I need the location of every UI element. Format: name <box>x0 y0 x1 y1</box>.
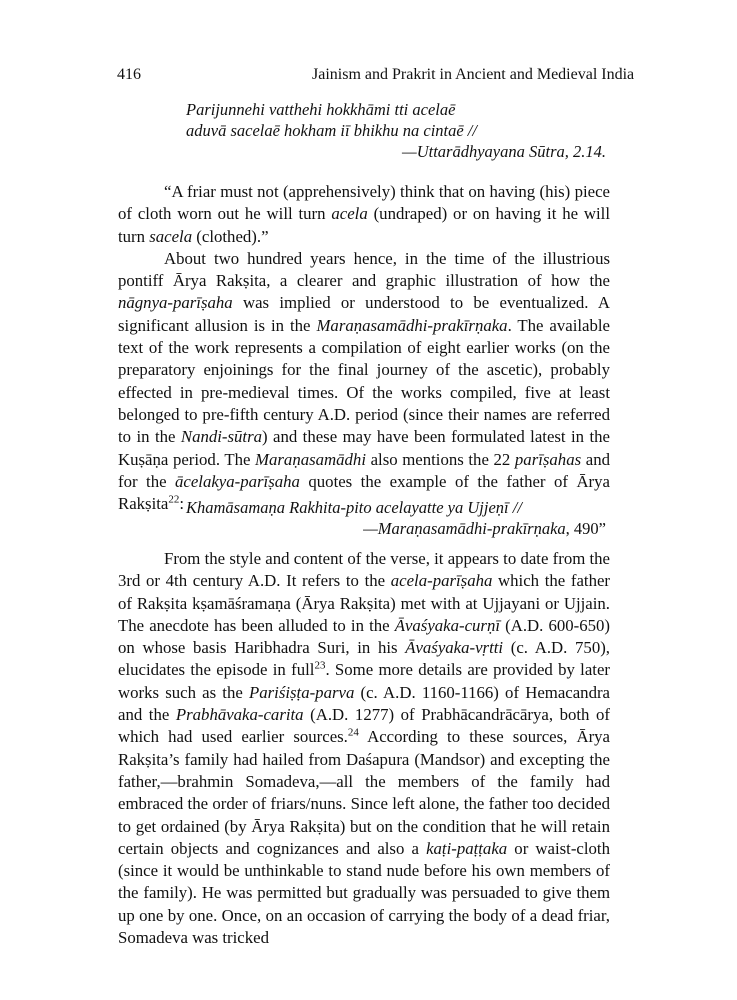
italic-term: Āvaśyaka-curṇī <box>394 615 501 635</box>
body-text-lower <box>118 548 610 949</box>
italic-term: kaṭi-paṭṭaka <box>426 838 508 858</box>
italic-term: acela <box>331 204 368 224</box>
italic-term: Pariśiṣṭa-parva <box>248 682 355 702</box>
italic-term: Āvaśyaka-vṛtti <box>405 638 504 658</box>
running-title: Jainism and Prakrit in Ancient and Medieval India <box>312 66 635 83</box>
italic-term: acela-parīṣaha <box>390 571 493 591</box>
footnote-ref: 24 <box>347 726 359 739</box>
verse-source: —Uttarādhyayana Sūtra, 2.14. <box>402 142 606 161</box>
verse-source: —Maraṇasamādhi-prakīrṇaka, 490” <box>363 519 606 538</box>
body-text-upper <box>118 181 610 515</box>
italic-term: Nandi-sūtra <box>180 427 263 447</box>
page-number: 416 <box>117 66 141 83</box>
italic-term: Maraṇasamādhi <box>255 449 366 469</box>
verse-line: Parijunnehi vatthehi hokkhāmi tti acelaē <box>186 100 456 119</box>
verse-line: Khamāsamaṇa Rakhita-pito acelayatte ya Ujjeṇī // <box>186 498 522 517</box>
verse-quotation-1 <box>186 99 606 162</box>
footnote-ref: 23 <box>314 659 326 672</box>
paragraph-verse-date: From the style and content of the verse, it appears to date from the 3rd or 4th century A.D. It refers to the acela-parīṣaha which the father of Rakṣita kṣamāśramaṇa (Ārya Rakṣita) met with at Ujjayani or Ujjain. The anecdote has been alluded to in the Āvaśyaka-curṇī (A.D. 600-650) on whose basis Haribhadra Suri, in his Āvaśyaka-vṛtti (c. A.D. 750), elucidates the episode in full$^{23}$. Some more details are provided by later works such as the Pariśiṣṭa-parva (c. A.D. 1160-1166) of Hemacandra and the Prabhāvaka-carita (A.D. 1277) of Prabhācandrācārya, both of which had used earlier sources.$^{24}$ According to these sources, Ārya Rakṣita’s family had hailed from Daśapura (Mandsor) and excepting the father,—brahmin Somadeva,—all the members of the family had embraced the order of friars/nuns. Since left alone, the father too decided to get ordained (by Ārya Rakṣita) but on the condition that he will retain certain objects and cognizances and also a kaṭi-paṭṭaka or waist-cloth (since it would be unthinkable to stand nude before his own members of the family). He was permitted but gradually was persuaded to give them up one by one. Once, on an occasion of carrying the body of a dead friar, Somadeva was tricked <box>118 549 610 948</box>
italic-term: nāgnya-parīṣaha <box>118 293 233 313</box>
footnote-ref: 22 <box>168 493 180 506</box>
italic-term: sacela <box>149 226 193 246</box>
italic-term: parīṣahas <box>514 449 582 469</box>
verse-line: aduvā sacelaē hokham iī bhikhu na cintaē // <box>186 121 477 140</box>
italic-term: Prabhāvaka-carita <box>175 705 304 725</box>
italic-term: ācelakya-parīṣaha <box>175 471 300 491</box>
verse-quotation-2 <box>186 497 606 539</box>
italic-term: Maraṇasamādhi-prakīrṇaka <box>316 315 508 335</box>
paragraph-arya-rakshita: About two hundred years hence, in the time of the illustrious pontiff Ārya Rakṣita, a clearer and graphic illustration of how the nāgnya-parīṣaha was implied or understood to be eventualized. A significant allusion is in the Maraṇasamādhi-prakīrṇaka. The available text of the work represents a compilation of eight earlier works (on the preparatory enjoinings for the final journey of the ascetic), probably effected in pre-medieval times. Of the works compiled, five at least belonged to pre-fifth century A.D. period (since their names are referred to in the Nandi-sūtra) and these may have been formulated latest in the Kuṣāṇa period. The Maraṇasamādhi also mentions the 22 parīṣahas and for the ācelakya-parīṣaha quotes the example of the father of Ārya Rakṣita$^{22}$: <box>118 248 610 514</box>
paragraph-translation: “A friar must not (apprehensively) think that on having (his) piece of cloth worn out he will turn acela (undraped) or on having it he will turn sacela (clothed).” <box>118 182 610 246</box>
